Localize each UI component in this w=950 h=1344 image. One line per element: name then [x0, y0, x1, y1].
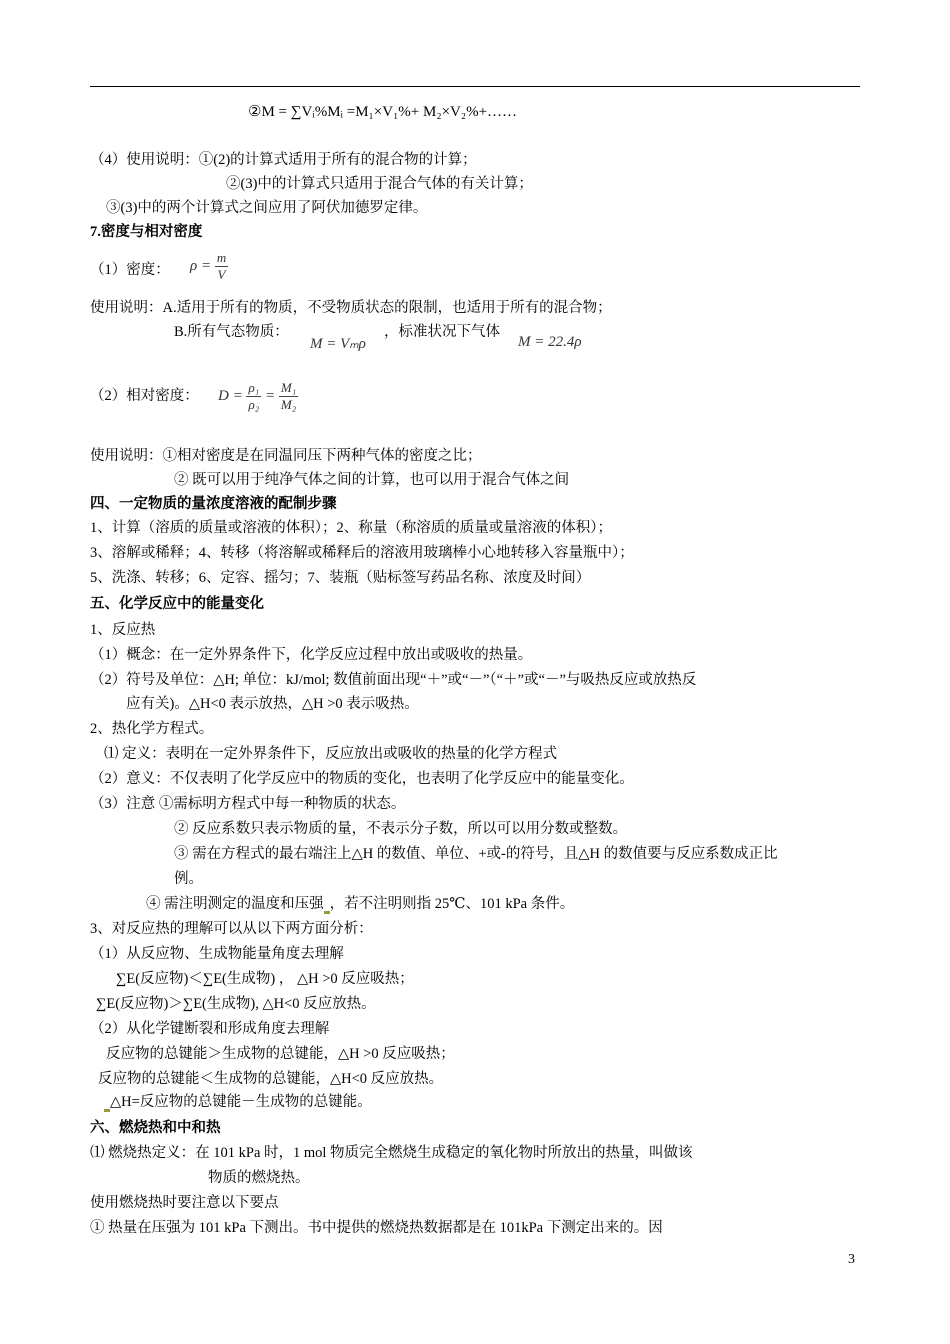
gas-molar-mass-formula: M = Vₘρ — [310, 336, 366, 352]
text-line: 2、热化学方程式。 — [90, 721, 214, 737]
section-heading: 五、化学反应中的能量变化 — [90, 596, 264, 612]
text-line: 例。 — [174, 871, 203, 887]
text-line: （2）意义：不仅表明了化学反应中的物质的变化，也表明了化学反应中的能量变化。 — [90, 771, 634, 787]
text-line: 5、洗涤、转移；6、定容、摇匀；7、装瓶（贴标签写药品名称、浓度及时间） — [90, 570, 591, 586]
text-line: 物质的燃烧热。 — [208, 1170, 310, 1186]
text-line: ④ 需注明测定的温度和压强 ，若不注明则指 25℃、101 kPa 条件。 — [146, 896, 575, 912]
text-line: （3）注意 ①需标明方程式中每一种物质的状态。 — [90, 796, 406, 812]
text-line: ，标准状况下气体 — [384, 324, 500, 340]
text-line: 1、反应热 — [90, 622, 156, 638]
text-line: B.所有气态物质： — [174, 324, 289, 340]
standard-gas-formula: M = 22.4ρ — [518, 334, 582, 350]
text-line: △H=反应物的总键能－生成物的总键能。 — [104, 1092, 372, 1112]
relative-density-formula: D = $\frac{\text{ρ₁}}{\text{ρ₂}}$ = $\frac{\text{M₁}}{\text{M₂}}$ — [218, 380, 297, 412]
text-line: 3、溶解或稀释；4、转移（将溶解或稀释后的溶液用玻璃棒小心地转移入容量瓶中）； — [90, 545, 634, 561]
text-line: （1）概念：在一定外界条件下，化学反应过程中放出或吸收的热量。 — [90, 647, 533, 663]
text-line: （1）从反应物、生成物能量角度去理解 — [90, 946, 344, 962]
text-line: 使用燃烧热时要注意以下要点 — [90, 1195, 279, 1211]
text-line: ③ 需在方程式的最右端注上△H 的数值、单位、+或-的符号，且△H 的数值要与反应系数成正比 — [174, 846, 778, 862]
text-line: （1）密度： — [90, 262, 170, 278]
text-line: 3、对反应热的理解可以从以下两方面分析： — [90, 921, 373, 937]
section-heading: 7.密度与相对密度 — [90, 224, 203, 240]
text-line: 应有关)。△H<0 表示放热，△H >0 表示吸热。 — [126, 696, 419, 712]
text-line: ③(3)中的两个计算式之间应用了阿伏加德罗定律。 — [106, 200, 428, 216]
text-line: ②(3)中的计算式只适用于混合气体的有关计算； — [226, 176, 533, 192]
header-rule — [90, 86, 860, 87]
text-line: ∑E(反应物)＞∑E(生成物), △H<0 反应放热。 — [96, 996, 376, 1012]
text-line: 使用说明：①相对密度是在同温同压下两种气体的密度之比； — [90, 448, 482, 464]
text-line: ⑴ 燃烧热定义：在 101 kPa 时，1 mol 物质完全燃烧生成稳定的氧化物时所放出的热量，叫做该 — [90, 1145, 693, 1161]
text-line: 1、计算（溶质的质量或溶液的体积）；2、称量（称溶质的质量或量溶液的体积）； — [90, 520, 612, 536]
text-line: （2）符号及单位：△H; 单位：kJ/mol; 数值前面出现“＋”或“－”（“＋”或“－”与吸热反应或放热反 — [90, 672, 697, 688]
text-line: （2）从化学键断裂和形成角度去理解 — [90, 1021, 330, 1037]
text-line: （4）使用说明：①(2)的计算式适用于所有的混合物的计算； — [90, 152, 477, 168]
page-number: 3 — [848, 1252, 855, 1267]
text-line: ∑E(反应物)＜∑E(生成物) ， △H >0 反应吸热； — [116, 971, 414, 987]
density-formula: ρ = $\frac{m}{V}$ — [190, 250, 227, 282]
section-heading: 六、燃烧热和中和热 — [90, 1120, 221, 1136]
text-line: ② 既可以用于纯净气体之间的计算，也可以用于混合气体之间 — [174, 472, 570, 488]
text-line: 反应物的总键能＞生成物的总键能，△H >0 反应吸热； — [106, 1046, 455, 1062]
text-line: （2）相对密度： — [90, 388, 199, 404]
mixture-molar-mass-formula: ②M = ∑Vᵢ%Mᵢ =M₁×V₁%+ M₂×V₂%+…… — [248, 104, 518, 120]
text-line: ⑴ 定义：表明在一定外界条件下，反应放出或吸收的热量的化学方程式 — [104, 746, 558, 762]
text-line: 反应物的总键能＜生成物的总键能，△H<0 反应放热。 — [98, 1071, 444, 1087]
section-heading: 四、一定物质的量浓度溶液的配制步骤 — [90, 496, 337, 512]
text-line: ① 热量在压强为 101 kPa 下测出。书中提供的燃烧热数据都是在 101kPa 下测定出来的。因 — [90, 1220, 663, 1236]
text-line: ② 反应系数只表示物质的量，不表示分子数，所以可以用分数或整数。 — [174, 821, 628, 837]
text-line: 使用说明：A.适用于所有的物质，不受物质状态的限制，也适用于所有的混合物； — [90, 300, 612, 316]
